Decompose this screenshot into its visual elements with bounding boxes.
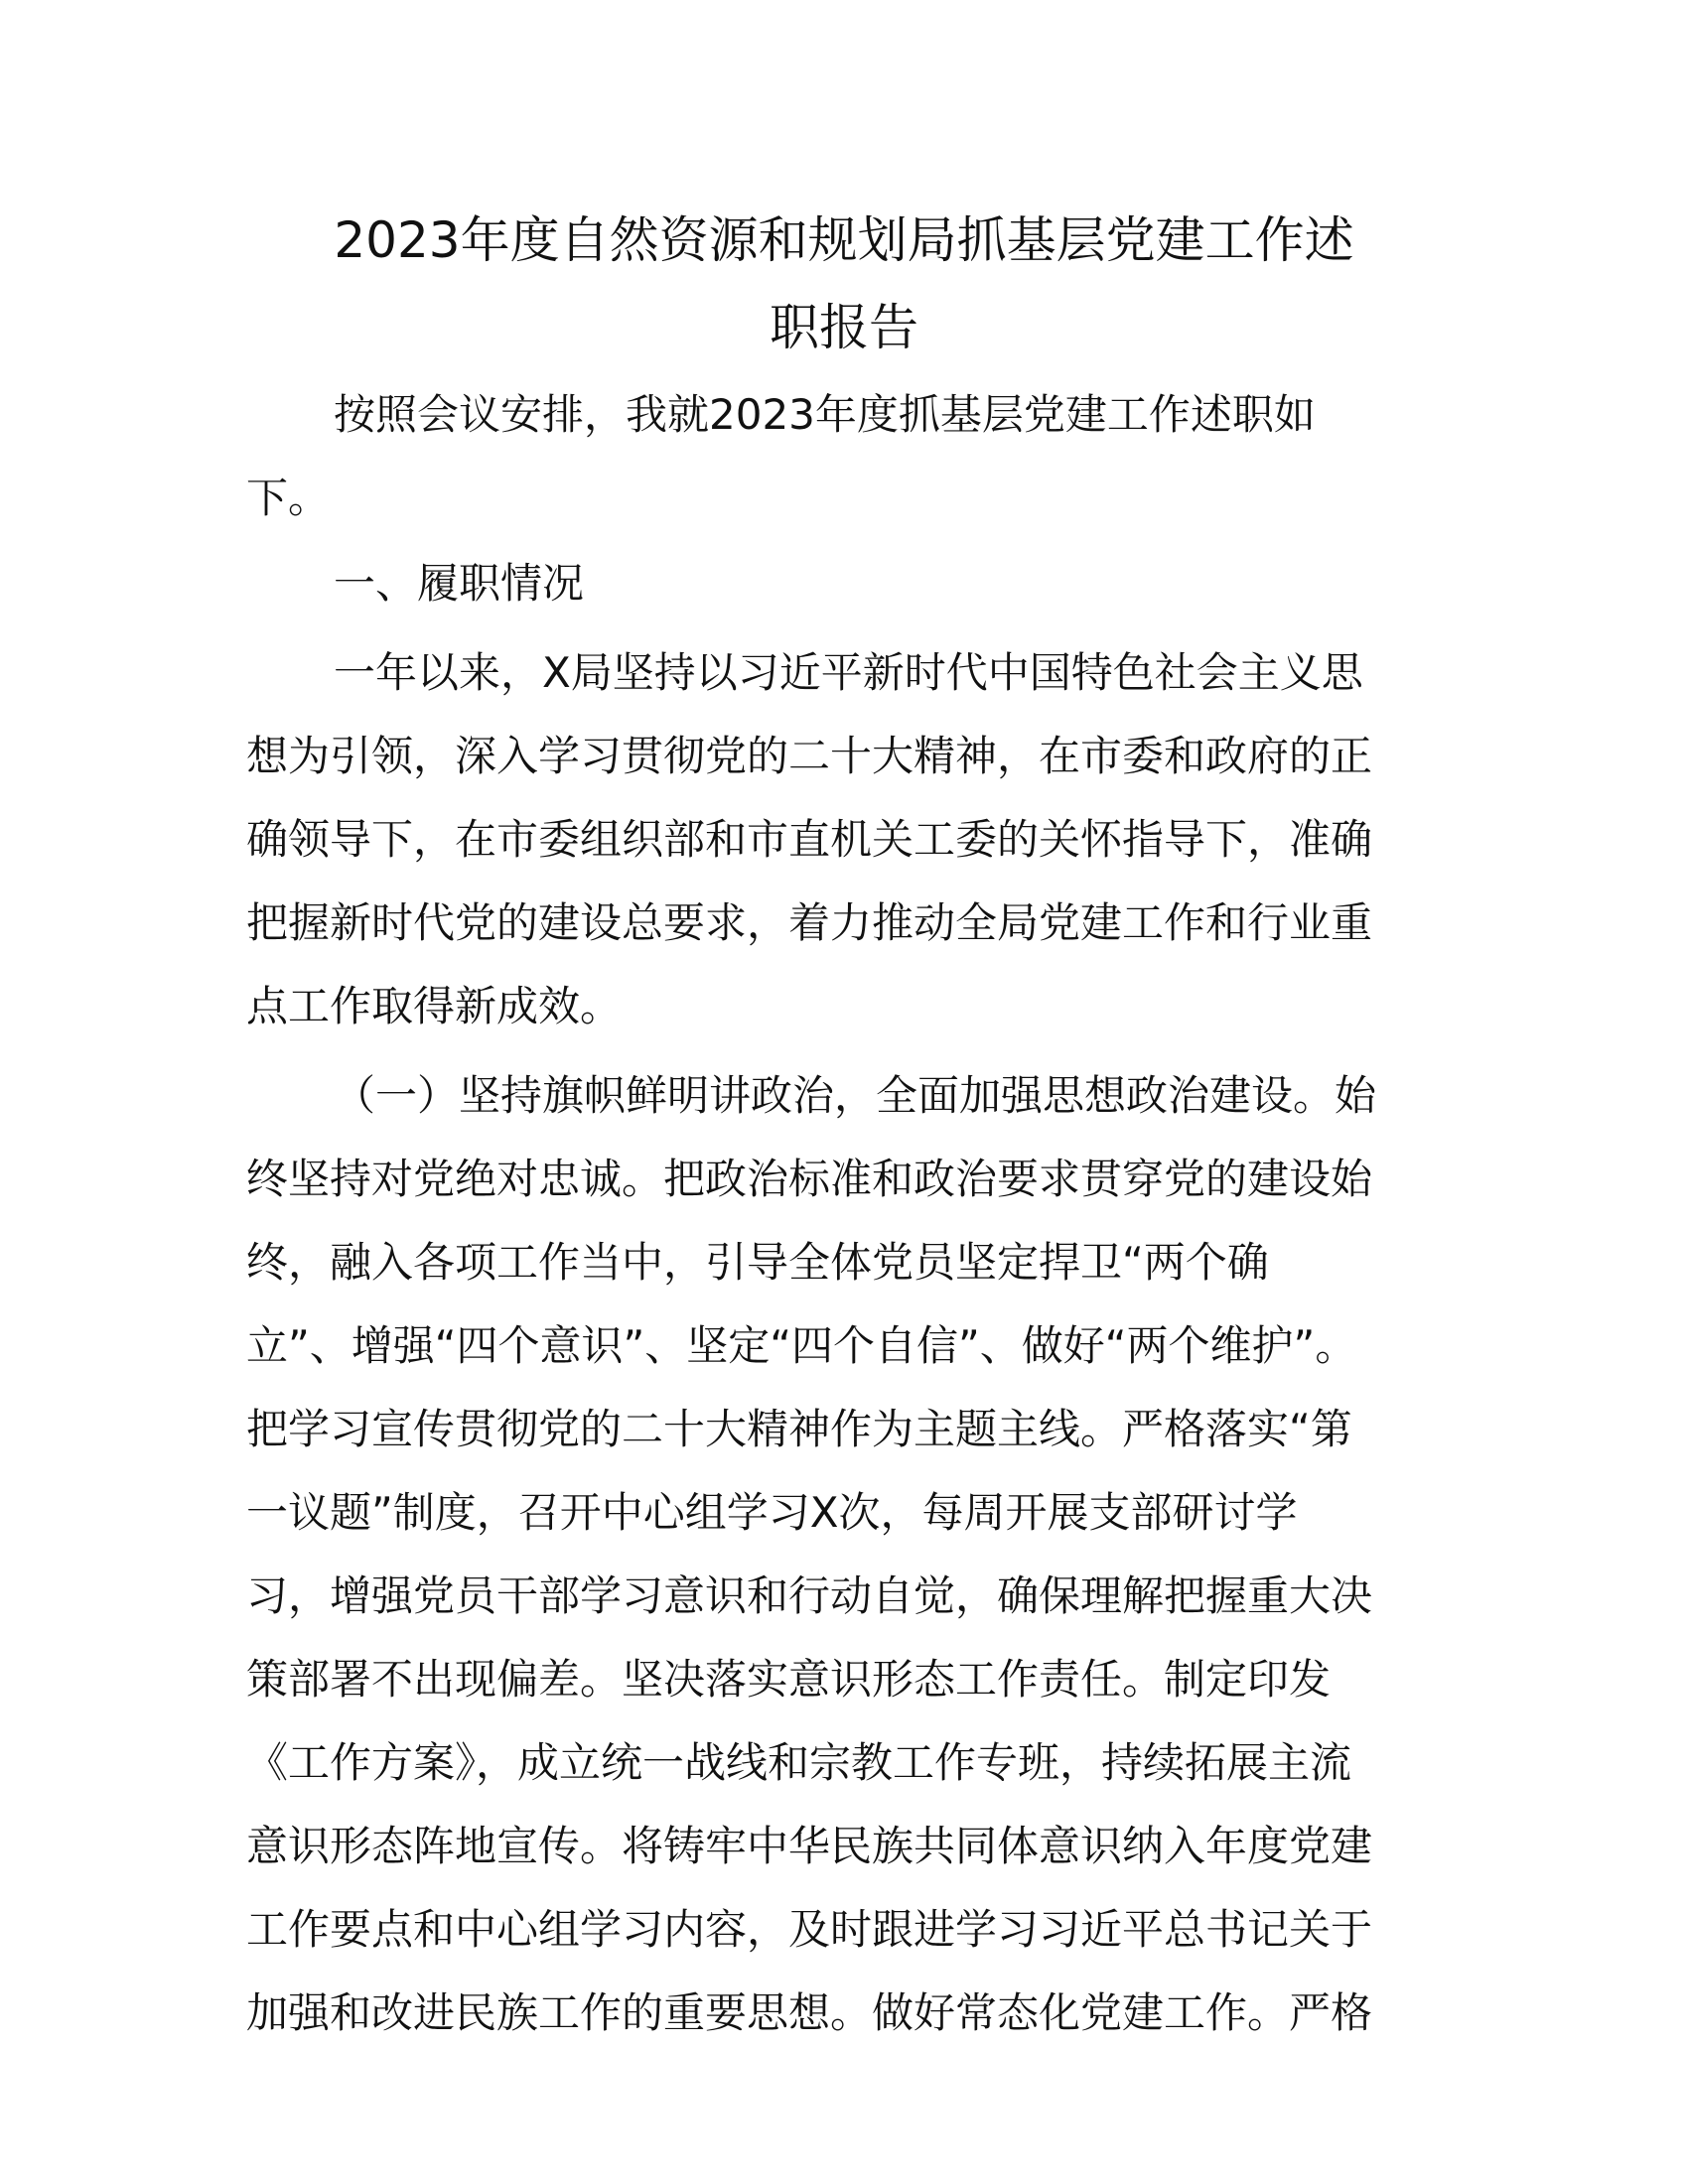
paragraph-line: 一年以来，X局坚持以习近平新时代中国特色社会主义思 — [334, 648, 1363, 697]
subsection-line: （一）坚持旗帜鲜明讲政治，全面加强思想政治建设。始 — [334, 1071, 1377, 1120]
document-title-line-1: 2023年度自然资源和规划局抓基层党建工作述 — [334, 211, 1354, 269]
intro-line-1: 按照会议安排，我就2023年度抓基层党建工作述职如 — [334, 390, 1316, 439]
paragraph-line: 习，增强党员干部学习意识和行动自觉，确保理解把握重大决 — [246, 1571, 1373, 1620]
paragraph-line: 意识形态阵地宣传。将铸牢中华民族共同体意识纳入年度党建 — [246, 1822, 1373, 1870]
paragraph-line: 终坚持对党绝对忠诚。把政治标准和政治要求贯穿党的建设始 — [246, 1155, 1373, 1203]
paragraph-line: 工作要点和中心组学习内容，及时跟进学习习近平总书记关于 — [246, 1905, 1373, 1954]
paragraph-line: 确领导下，在市委组织部和市直机关工委的关怀指导下，准确 — [246, 815, 1373, 864]
paragraph-line: 一议题”制度，召开中心组学习X次，每周开展支部研讨学 — [246, 1488, 1298, 1537]
paragraph-line: 终，融入各项工作当中，引导全体党员坚定捍卫“两个确 — [246, 1238, 1269, 1287]
paragraph-line: 想为引领，深入学习贯彻党的二十大精神，在市委和政府的正 — [246, 732, 1373, 780]
paragraph-line: 加强和改进民族工作的重要思想。做好常态化党建工作。严格 — [246, 1988, 1373, 2037]
paragraph-line: 立”、增强“四个意识”、坚定“四个自信”、做好“两个维护”。 — [246, 1321, 1357, 1370]
paragraph-line: 把学习宣传贯彻党的二十大精神作为主题主线。严格落实“第 — [246, 1405, 1352, 1453]
section-heading: 一、履职情况 — [334, 559, 585, 608]
intro-line-2: 下。 — [246, 474, 331, 522]
paragraph-line: 把握新时代党的建设总要求，着力推动全局党建工作和行业重 — [246, 898, 1373, 947]
paragraph-line: 《工作方案》，成立统一战线和宗教工作专班，持续拓展主流 — [246, 1738, 1352, 1787]
paragraph-line: 点工作取得新成效。 — [246, 982, 623, 1030]
document-title-line-2: 职报告 — [770, 299, 918, 356]
paragraph-line: 策部署不出现偏差。坚决落实意识形态工作责任。制定印发 — [246, 1655, 1332, 1704]
